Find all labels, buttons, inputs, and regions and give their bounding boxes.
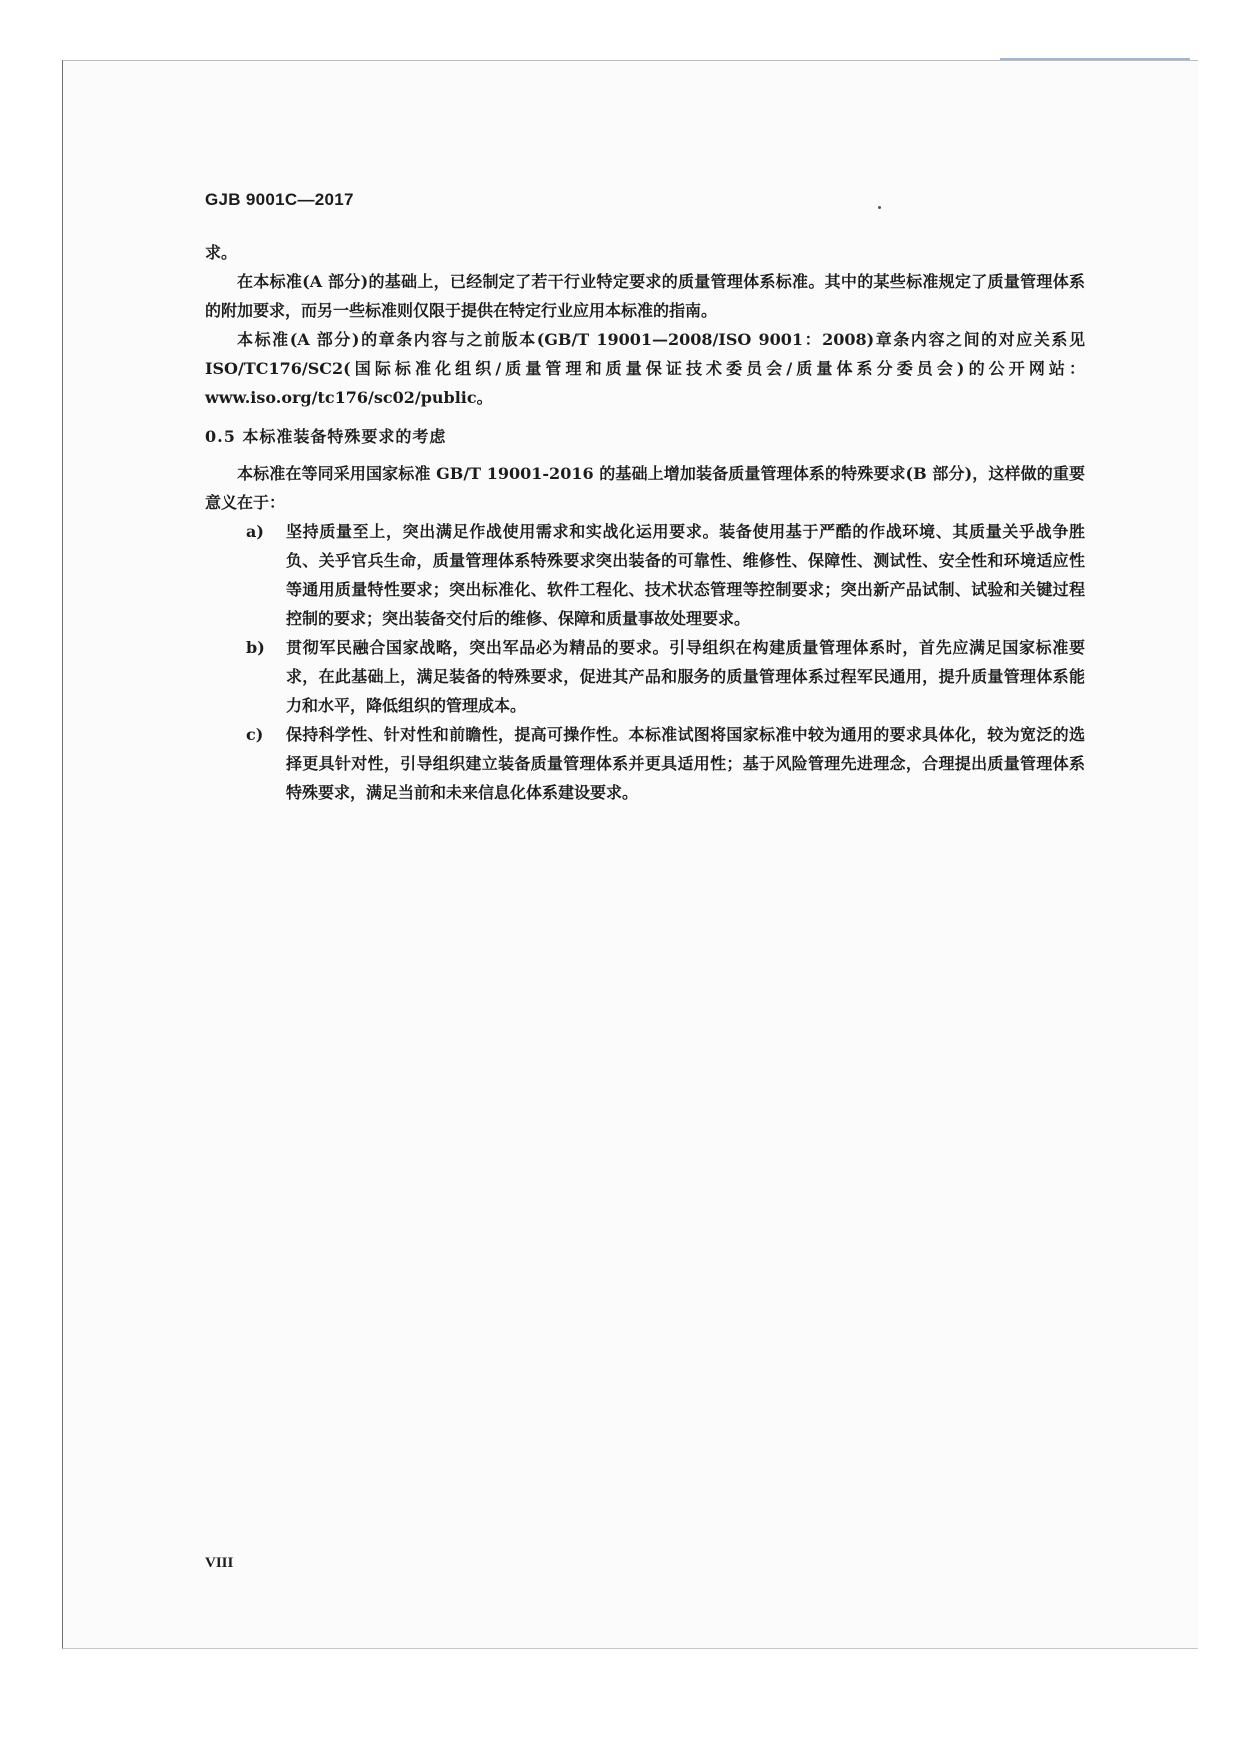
section-heading-0-5: 0.5 本标准装备特殊要求的考虑	[205, 427, 447, 446]
scan-speck	[878, 206, 881, 209]
paragraph-special-requirements: 本标准在等同采用国家标准 GB/T 19001-2016 的基础上增加装备质量管理体系的特殊要求(B 部分)，这样做的重要意义在于：	[205, 464, 1085, 512]
continuation-line: 求。	[205, 243, 238, 262]
page-number: VIII	[205, 1555, 234, 1571]
list-item-text: 贯彻军民融合国家战略，突出军品必为精品的要求。引导组织在构建质量管理体系时，首先应满足国家标准要求，在此基础上，满足装备的特殊要求，促进其产品和服务的质量管理体系过程军民通用，提升质量管理体系能力和水平，降低组织的管理成本。	[286, 638, 1085, 715]
document-body	[205, 238, 1085, 807]
list-item-text: 保持科学性、针对性和前瞻性，提高可操作性。本标准试图将国家标准中较为通用的要求具体化，较为宽泛的选择更具针对性，引导组织建立装备质量管理体系并更具适用性；基于风险管理先进理念，合理提出质量管理体系特殊要求，满足当前和未来信息化体系建设要求。	[286, 725, 1085, 802]
list-item	[205, 517, 1085, 633]
list-item-text: 坚持质量至上，突出满足作战使用需求和实战化运用要求。装备使用基于严酷的作战环境、其质量关乎战争胜负、关乎官兵生命，质量管理体系特殊要求突出装备的可靠性、维修性、保障性、测试性、安全性和环境适应性等通用质量特性要求；突出标准化、软件工程化、技术状态管理等控制要求；突出新产品试制、试验和关键过程控制的要求；突出装备交付后的维修、保障和质量事故处理要求。	[286, 522, 1085, 628]
paragraph-clause-correspondence: 本标准(A 部分)的章条内容与之前版本(GB/T 19001—2008/ISO 9001：2008)章条内容之间的对应关系见 ISO/TC176/SC2(国际标准化组织/质量管理和质量保证技术委员会/质量体系分委员会)的公开网站：www.iso.org/tc176/sc02/public。	[205, 330, 1085, 407]
document-code: GJB 9001C—2017	[205, 190, 354, 209]
list-item-marker: a)	[246, 522, 264, 541]
list-item-marker: c)	[246, 725, 264, 744]
significance-list	[205, 517, 1085, 807]
list-item	[205, 633, 1085, 720]
paragraph-sector-standards: 在本标准(A 部分)的基础上，已经制定了若干行业特定要求的质量管理体系标准。其中的某些标准规定了质量管理体系的附加要求，而另一些标准则仅限于提供在特定行业应用本标准的指南。	[205, 272, 1085, 320]
list-item-marker: b)	[246, 638, 265, 657]
list-item	[205, 720, 1085, 807]
